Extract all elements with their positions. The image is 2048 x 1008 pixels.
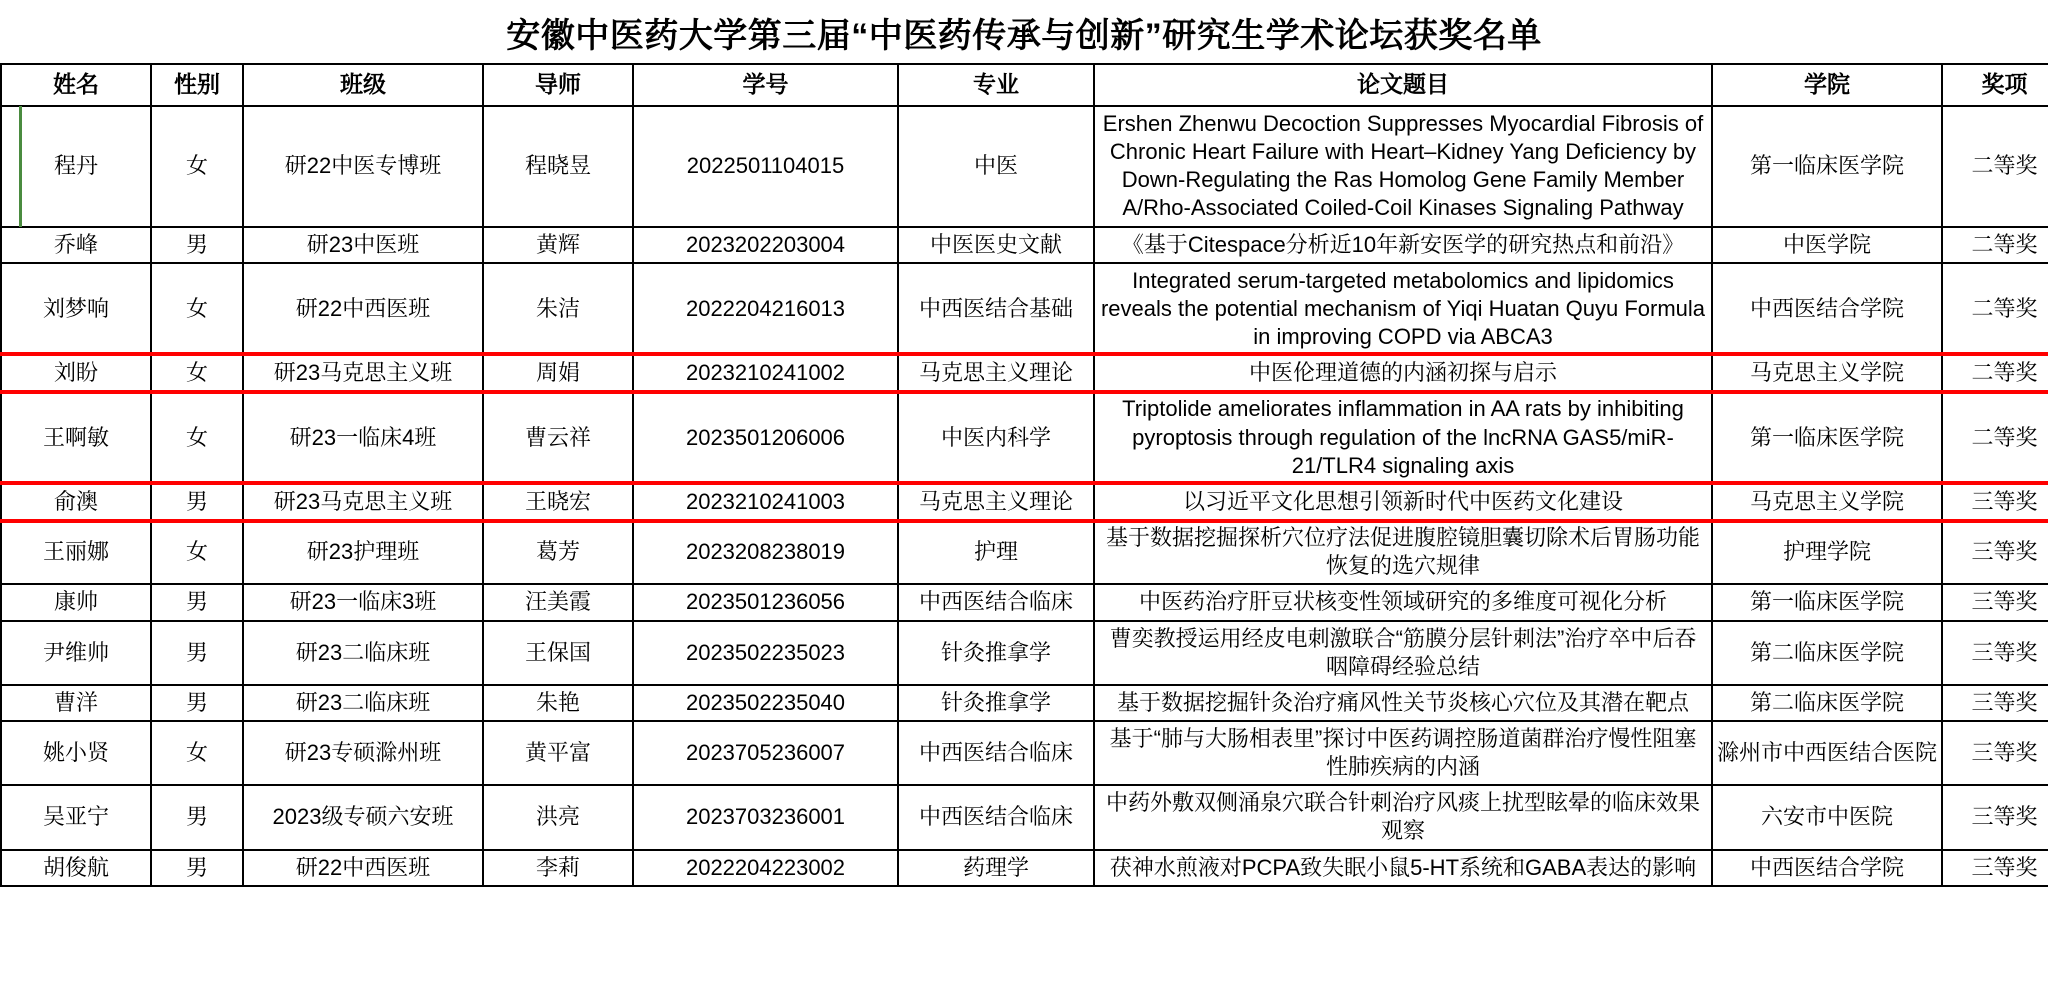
cell-student-gender: 男 bbox=[151, 785, 243, 849]
cell-student-class: 研23马克思主义班 bbox=[243, 355, 483, 391]
cell-student-gender: 女 bbox=[151, 263, 243, 355]
cell-college-name: 中西医结合学院 bbox=[1712, 263, 1942, 355]
cell-student-id: 2023210241003 bbox=[633, 484, 898, 520]
cell-student-gender: 男 bbox=[151, 484, 243, 520]
table-row bbox=[1, 621, 2048, 685]
cell-student-name: 吴亚宁 bbox=[1, 785, 151, 849]
cell-paper-title: 基于数据挖掘针灸治疗痛风性关节炎核心穴位及其潜在靶点 bbox=[1094, 685, 1712, 721]
cell-paper-title: 基于“肺与大肠相表里”探讨中医药调控肠道菌群治疗慢性阻塞性肺疾病的内涵 bbox=[1094, 721, 1712, 785]
cell-college-name: 滁州市中西医结合医院 bbox=[1712, 721, 1942, 785]
cell-major-name: 针灸推拿学 bbox=[898, 685, 1094, 721]
cell-advisor-name: 周娟 bbox=[483, 355, 633, 391]
cell-advisor-name: 朱洁 bbox=[483, 263, 633, 355]
table-row bbox=[1, 721, 2048, 785]
cell-award-level: 三等奖 bbox=[1942, 621, 2048, 685]
column-header-college: 学院 bbox=[1712, 64, 1942, 106]
cell-student-gender: 女 bbox=[151, 106, 243, 227]
cell-student-class: 研23专硕滁州班 bbox=[243, 721, 483, 785]
cell-paper-title: 基于数据挖掘探析穴位疗法促进腹腔镜胆囊切除术后胃肠功能恢复的选穴规律 bbox=[1094, 520, 1712, 584]
cell-advisor-name: 汪美霞 bbox=[483, 584, 633, 620]
cell-student-name: 曹洋 bbox=[1, 685, 151, 721]
cell-student-name: 尹维帅 bbox=[1, 621, 151, 685]
cell-student-id: 2023202203004 bbox=[633, 227, 898, 263]
cell-student-class: 研22中西医班 bbox=[243, 263, 483, 355]
cell-student-gender: 男 bbox=[151, 621, 243, 685]
cell-paper-title: Triptolide ameliorates inflammation in AA rats by inhibiting pyroptosis through regulation of the lncRNA GAS5/miR-21/TLR4 signaling axis bbox=[1094, 391, 1712, 483]
cell-paper-title: 以习近平文化思想引领新时代中医药文化建设 bbox=[1094, 484, 1712, 520]
cell-award-level: 三等奖 bbox=[1942, 721, 2048, 785]
cell-college-name: 第一临床医学院 bbox=[1712, 106, 1942, 227]
column-header-major: 专业 bbox=[898, 64, 1094, 106]
cell-paper-title: 中药外敷双侧涌泉穴联合针刺治疗风痰上扰型眩晕的临床效果观察 bbox=[1094, 785, 1712, 849]
cell-award-level: 三等奖 bbox=[1942, 484, 2048, 520]
cell-student-id: 2023501206006 bbox=[633, 391, 898, 483]
cell-student-class: 研22中医专博班 bbox=[243, 106, 483, 227]
cell-student-class: 研23一临床3班 bbox=[243, 584, 483, 620]
cell-advisor-name: 洪亮 bbox=[483, 785, 633, 849]
cell-paper-title: 中医药治疗肝豆状核变性领域研究的多维度可视化分析 bbox=[1094, 584, 1712, 620]
cell-award-level: 二等奖 bbox=[1942, 263, 2048, 355]
cell-student-id: 2022204223002 bbox=[633, 850, 898, 886]
cell-college-name: 中医学院 bbox=[1712, 227, 1942, 263]
cell-student-gender: 女 bbox=[151, 520, 243, 584]
column-header-class: 班级 bbox=[243, 64, 483, 106]
cell-advisor-name: 黄辉 bbox=[483, 227, 633, 263]
cell-student-id: 2023703236001 bbox=[633, 785, 898, 849]
cell-major-name: 中西医结合临床 bbox=[898, 584, 1094, 620]
table-row bbox=[1, 227, 2048, 263]
cell-student-id: 2023502235040 bbox=[633, 685, 898, 721]
cell-award-level: 二等奖 bbox=[1942, 227, 2048, 263]
cell-award-level: 二等奖 bbox=[1942, 391, 2048, 483]
cell-student-class: 研23一临床4班 bbox=[243, 391, 483, 483]
cell-major-name: 中西医结合临床 bbox=[898, 785, 1094, 849]
award-list-table bbox=[0, 63, 2048, 887]
cell-award-level: 三等奖 bbox=[1942, 584, 2048, 620]
cell-student-name: 俞澳 bbox=[1, 484, 151, 520]
cell-major-name: 中医 bbox=[898, 106, 1094, 227]
table-row bbox=[1, 391, 2048, 483]
cell-major-name: 药理学 bbox=[898, 850, 1094, 886]
cell-major-name: 中西医结合基础 bbox=[898, 263, 1094, 355]
cell-student-gender: 女 bbox=[151, 391, 243, 483]
cell-student-id: 2023208238019 bbox=[633, 520, 898, 584]
cell-student-name: 胡俊航 bbox=[1, 850, 151, 886]
column-header-paper-title: 论文题目 bbox=[1094, 64, 1712, 106]
page-title: 安徽中医药大学第三届“中医药传承与创新”研究生学术论坛获奖名单 bbox=[506, 17, 1542, 55]
column-header-gender: 性别 bbox=[151, 64, 243, 106]
cell-major-name: 马克思主义理论 bbox=[898, 484, 1094, 520]
row-marker bbox=[19, 106, 22, 227]
cell-advisor-name: 程晓昱 bbox=[483, 106, 633, 227]
cell-student-gender: 男 bbox=[151, 584, 243, 620]
cell-student-class: 研23马克思主义班 bbox=[243, 484, 483, 520]
cell-paper-title: 曹奕教授运用经皮电刺激联合“筋膜分层针刺法”治疗卒中后吞咽障碍经验总结 bbox=[1094, 621, 1712, 685]
cell-student-gender: 男 bbox=[151, 850, 243, 886]
cell-student-class: 2023级专硕六安班 bbox=[243, 785, 483, 849]
column-header-award: 奖项 bbox=[1942, 64, 2048, 106]
cell-advisor-name: 王保国 bbox=[483, 621, 633, 685]
table-header-row bbox=[1, 64, 2048, 106]
cell-student-name: 程丹 bbox=[1, 106, 151, 227]
cell-student-gender: 男 bbox=[151, 227, 243, 263]
cell-advisor-name: 葛芳 bbox=[483, 520, 633, 584]
cell-student-id: 2023501236056 bbox=[633, 584, 898, 620]
cell-student-class: 研23二临床班 bbox=[243, 621, 483, 685]
table-row bbox=[1, 850, 2048, 886]
cell-college-name: 第一临床医学院 bbox=[1712, 391, 1942, 483]
cell-advisor-name: 朱艳 bbox=[483, 685, 633, 721]
cell-student-name: 康帅 bbox=[1, 584, 151, 620]
cell-student-name: 王啊敏 bbox=[1, 391, 151, 483]
cell-student-gender: 男 bbox=[151, 685, 243, 721]
table-row bbox=[1, 355, 2048, 391]
cell-student-id: 2023705236007 bbox=[633, 721, 898, 785]
cell-student-name: 刘梦响 bbox=[1, 263, 151, 355]
cell-college-name: 第二临床医学院 bbox=[1712, 685, 1942, 721]
cell-paper-title: 中医伦理道德的内涵初探与启示 bbox=[1094, 355, 1712, 391]
cell-student-gender: 女 bbox=[151, 355, 243, 391]
cell-award-level: 三等奖 bbox=[1942, 685, 2048, 721]
cell-student-class: 研23护理班 bbox=[243, 520, 483, 584]
cell-major-name: 针灸推拿学 bbox=[898, 621, 1094, 685]
cell-major-name: 马克思主义理论 bbox=[898, 355, 1094, 391]
cell-student-name: 姚小贤 bbox=[1, 721, 151, 785]
table-row bbox=[1, 106, 2048, 227]
cell-award-level: 二等奖 bbox=[1942, 355, 2048, 391]
cell-paper-title: Integrated serum-targeted metabolomics and lipidomics reveals the potential mechanism of Yiqi Huatan Quyu Formula in improving COPD via ABCA3 bbox=[1094, 263, 1712, 355]
cell-student-class: 研23二临床班 bbox=[243, 685, 483, 721]
cell-paper-title: Ershen Zhenwu Decoction Suppresses Myocardial Fibrosis of Chronic Heart Failure with Heart–Kidney Yang Deficiency by Down-Regulating the Ras Homolog Gene Family Member A/Rho-Associated Coiled-Coil Kinases Signaling Pathway bbox=[1094, 106, 1712, 227]
cell-major-name: 中医内科学 bbox=[898, 391, 1094, 483]
cell-college-name: 护理学院 bbox=[1712, 520, 1942, 584]
cell-advisor-name: 王晓宏 bbox=[483, 484, 633, 520]
table-row bbox=[1, 685, 2048, 721]
cell-major-name: 护理 bbox=[898, 520, 1094, 584]
cell-student-id: 2023502235023 bbox=[633, 621, 898, 685]
cell-paper-title: 《基于Citespace分析近10年新安医学的研究热点和前沿》 bbox=[1094, 227, 1712, 263]
cell-college-name: 中西医结合学院 bbox=[1712, 850, 1942, 886]
column-header-advisor: 导师 bbox=[483, 64, 633, 106]
cell-student-name: 王丽娜 bbox=[1, 520, 151, 584]
cell-advisor-name: 曹云祥 bbox=[483, 391, 633, 483]
table-row bbox=[1, 484, 2048, 520]
cell-advisor-name: 李莉 bbox=[483, 850, 633, 886]
cell-award-level: 三等奖 bbox=[1942, 785, 2048, 849]
cell-paper-title: 茯神水煎液对PCPA致失眠小鼠5-HT系统和GABA表达的影响 bbox=[1094, 850, 1712, 886]
cell-award-level: 二等奖 bbox=[1942, 106, 2048, 227]
cell-award-level: 三等奖 bbox=[1942, 850, 2048, 886]
cell-college-name: 六安市中医院 bbox=[1712, 785, 1942, 849]
cell-college-name: 第一临床医学院 bbox=[1712, 584, 1942, 620]
cell-advisor-name: 黄平富 bbox=[483, 721, 633, 785]
table-row bbox=[1, 520, 2048, 584]
cell-student-gender: 女 bbox=[151, 721, 243, 785]
column-header-student-id: 学号 bbox=[633, 64, 898, 106]
cell-student-name: 乔峰 bbox=[1, 227, 151, 263]
cell-student-class: 研22中西医班 bbox=[243, 850, 483, 886]
cell-college-name: 马克思主义学院 bbox=[1712, 484, 1942, 520]
cell-student-id: 2022501104015 bbox=[633, 106, 898, 227]
cell-student-class: 研23中医班 bbox=[243, 227, 483, 263]
cell-student-name: 刘盼 bbox=[1, 355, 151, 391]
cell-college-name: 马克思主义学院 bbox=[1712, 355, 1942, 391]
cell-major-name: 中西医结合临床 bbox=[898, 721, 1094, 785]
column-header-name: 姓名 bbox=[1, 64, 151, 106]
cell-award-level: 三等奖 bbox=[1942, 520, 2048, 584]
table-row bbox=[1, 584, 2048, 620]
cell-major-name: 中医医史文献 bbox=[898, 227, 1094, 263]
cell-student-id: 2022204216013 bbox=[633, 263, 898, 355]
cell-student-id: 2023210241002 bbox=[633, 355, 898, 391]
table-row bbox=[1, 263, 2048, 355]
table-row bbox=[1, 785, 2048, 849]
cell-college-name: 第二临床医学院 bbox=[1712, 621, 1942, 685]
